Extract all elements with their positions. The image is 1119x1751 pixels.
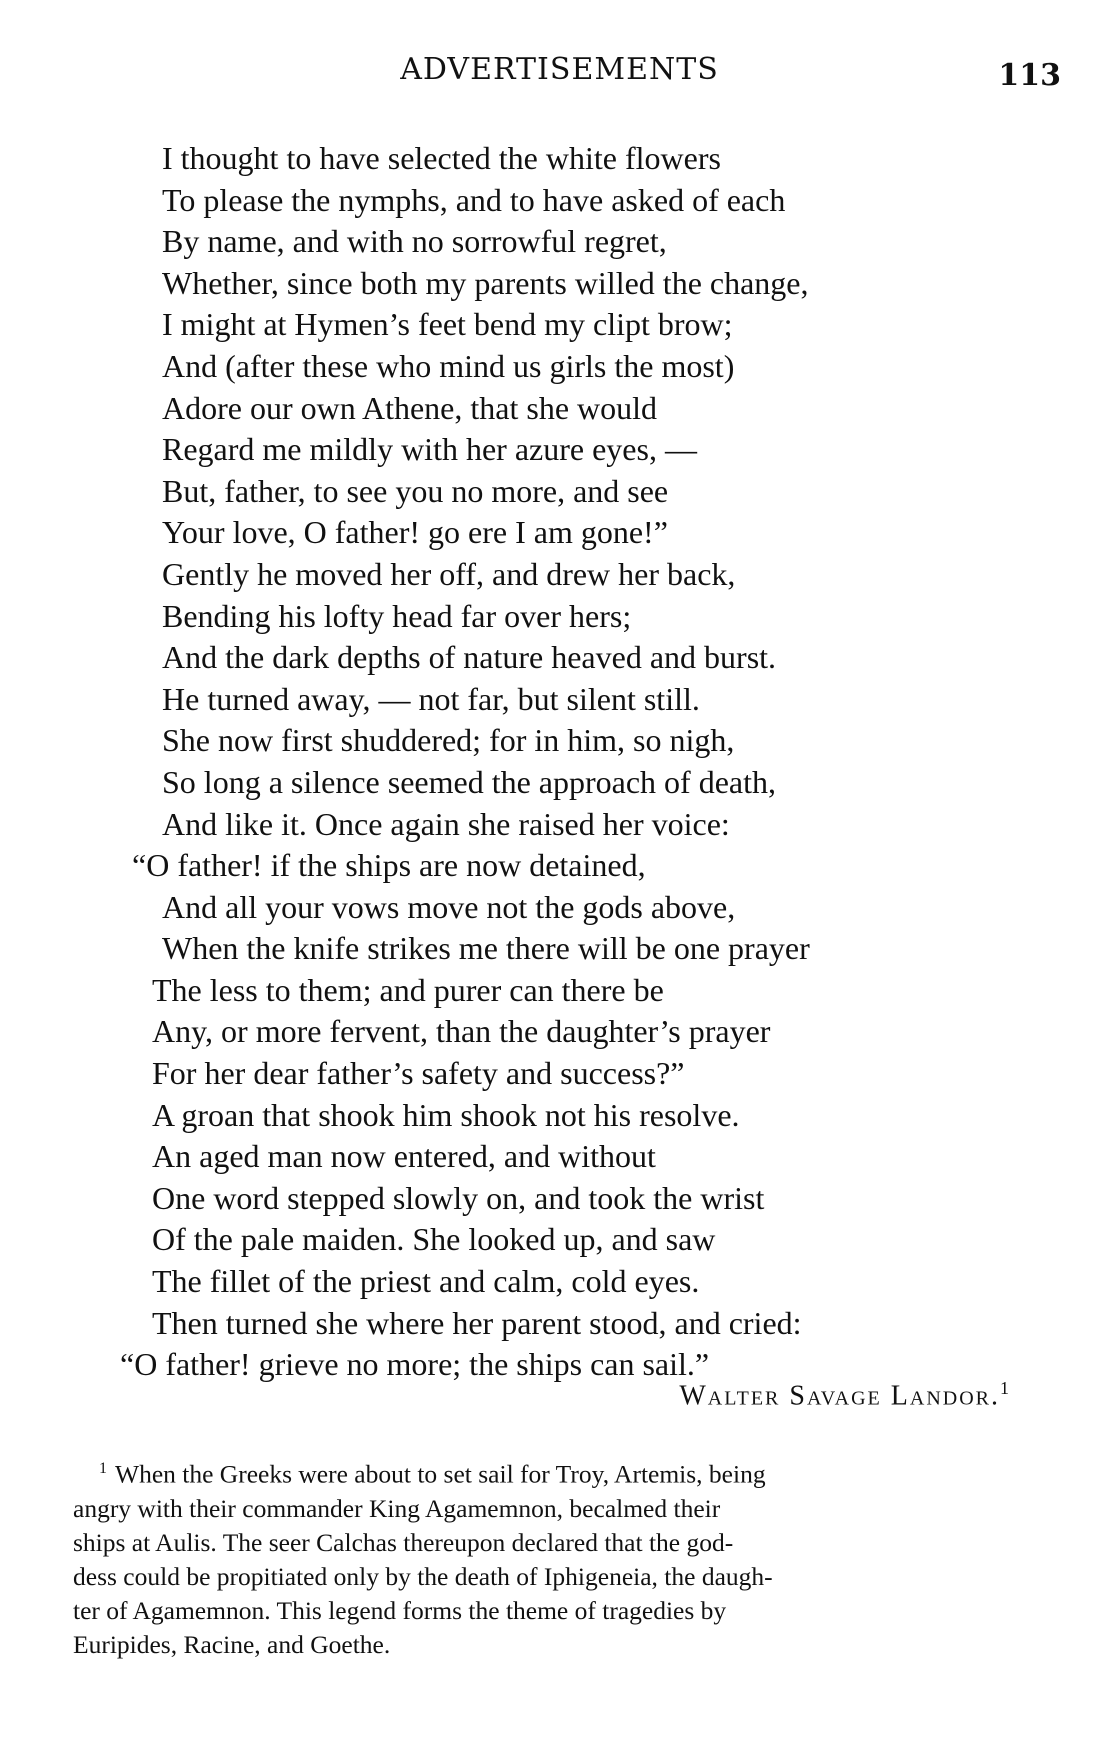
author-name: Walter Savage Landor.: [679, 1380, 1000, 1412]
poem-line: Your love, O father! go ere I am gone!”: [162, 514, 668, 551]
poem-line: And the dark depths of nature heaved and burst.: [162, 639, 777, 676]
poem-line: But, father, to see you no more, and see: [162, 472, 669, 509]
poem-line: Bending his lofty head far over hers;: [162, 597, 632, 634]
poem-line: And like it. Once again she raised her voice:: [162, 805, 730, 842]
footnote-line: dess could be propitiated only by the death of Iphigeneia, the daugh-: [73, 1561, 773, 1591]
footnote-line: angry with their commander King Agamemnon, becalmed their: [73, 1493, 721, 1523]
page-number: 113: [998, 58, 1061, 93]
poem-line: Then turned she where her parent stood, and cried:: [152, 1304, 802, 1341]
footnote-mark: 1: [99, 1460, 107, 1477]
poem: [120, 138, 1020, 1386]
poem-line: Any, or more fervent, than the daughter’s prayer: [152, 1013, 771, 1050]
footnote-line: [73, 1452, 1053, 1492]
poem-line: “O father! grieve no more; the ships can sail.”: [120, 1346, 710, 1383]
poem-line: She now first shuddered; for in him, so nigh,: [162, 722, 735, 759]
poem-line: An aged man now entered, and without: [152, 1138, 656, 1175]
poem-line: Adore our own Athene, that she would: [162, 389, 658, 426]
footnote-line: ships at Aulis. The seer Calchas thereupon declared that the god-: [73, 1527, 734, 1557]
running-head: ADVERTISEMENTS: [400, 52, 719, 87]
poem-line: For her dear father’s safety and success?”: [152, 1055, 685, 1092]
poem-line: And all your vows move not the gods above,: [162, 888, 736, 925]
poem-line: So long a silence seemed the approach of death,: [162, 763, 776, 800]
poem-line: The fillet of the priest and calm, cold eyes.: [152, 1263, 700, 1300]
poem-line: I thought to have selected the white flowers: [162, 140, 721, 176]
footnote-line: ter of Agamemnon. This legend forms the theme of tragedies by: [73, 1595, 727, 1625]
page-header: [0, 52, 1119, 92]
footnote-reference: 1: [1000, 1378, 1009, 1398]
poem-line: Regard me mildly with her azure eyes, —: [162, 431, 697, 468]
poem-line: When the knife strikes me there will be one prayer: [162, 930, 810, 967]
poem-line: To please the nymphs, and to have asked of each: [162, 181, 786, 218]
poem-line: The less to them; and purer can there be: [152, 971, 664, 1008]
footnote: [73, 1452, 1053, 1662]
poem-line: One word stepped slowly on, and took the wrist: [152, 1179, 765, 1216]
poem-line: “O father! if the ships are now detained,: [132, 847, 646, 884]
footnote-line: Euripides, Racine, and Goethe.: [73, 1629, 391, 1659]
poem-line: Gently he moved her off, and drew her back,: [162, 555, 736, 592]
footnote-text: When the Greeks were about to set sail for Troy, Artemis, being: [115, 1459, 766, 1489]
poem-attribution: [679, 1378, 1009, 1412]
poem-line: Whether, since both my parents willed the change,: [162, 264, 809, 301]
poem-line: And (after these who mind us girls the most): [162, 347, 735, 384]
poem-line: Of the pale maiden. She looked up, and saw: [152, 1221, 716, 1258]
poem-line: A groan that shook him shook not his resolve.: [152, 1096, 740, 1133]
poem-line: He turned away, — not far, but silent still.: [162, 680, 700, 717]
poem-line: By name, and with no sorrowful regret,: [162, 223, 667, 260]
poem-line: I might at Hymen’s feet bend my clipt brow;: [162, 306, 733, 343]
